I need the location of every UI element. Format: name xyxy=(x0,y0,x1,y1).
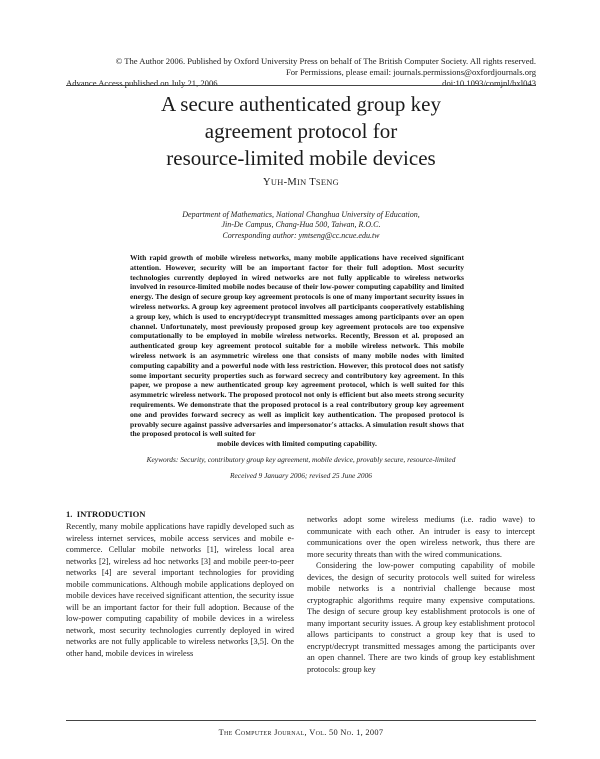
abstract xyxy=(130,253,464,449)
footer-rule xyxy=(66,720,536,721)
corresponding-author: Corresponding author: ymtseng@cc.ncue.edu.tw xyxy=(222,230,380,240)
page-footer: The Computer Journal, Vol. 50 No. 1, 2007 xyxy=(218,728,384,737)
left-column xyxy=(66,521,294,659)
permissions-line: For Permissions, please email: journals.permissions@oxfordjournals.org xyxy=(285,67,536,77)
doi-line: doi:10.1093/comjnl/bxl043 xyxy=(442,78,536,88)
title-line-3: resource-limited mobile devices xyxy=(166,146,436,170)
intro-paragraph-3: Considering the low-power computing capability of mobile devices, the design of security protocols well suited for wireless mobile networks is a nontrivial challenge because most cryptographic algorithms require many expensive computations. The design of secure group key establishment protocols is one of many important security issues. A group key establishment protocol allows participants to construct a group key that is used to encrypt/decrypt transmitted messages among the participants over an open channel. There are two kinds of group key establishment protocols: group key xyxy=(307,561,535,674)
affiliation-line-2: Jin-De Campus, Chang-Hua 500, Taiwan, R.O.C. xyxy=(221,220,381,230)
section-number: 1. xyxy=(66,509,73,519)
affiliation xyxy=(66,210,536,241)
intro-paragraph-1: Recently, many mobile applications have rapidly developed such as wireless internet services, mobile access services and mobile e-commerce. Cellular mobile networks [1], wireless local area networks [2], wireless ad hoc networks [3] and mobile peer-to-peer networks [4] are several important technologies for providing mobile communications. Although mobile applications deployed on mobile devices have received significant attention, the security issue will be an important factor for their full adoption. Because of the low-power computing capability of mobile devices in a wireless network, most security technologies currently deployed in wired networks are not fully applicable to wireless networks [3,5]. On the other hand, mobile devices in wireless xyxy=(66,522,294,658)
affiliation-line-1: Department of Mathematics, National Changhua University of Education, xyxy=(182,210,420,219)
section-heading xyxy=(66,509,146,519)
title-line-1: A secure authenticated group key xyxy=(161,92,441,116)
intro-paragraph-2: networks adopt some wireless mediums (i.e. radio wave) to communicate with each other. An intruder is easy to intercept communications over the open wireless network, thus there are more security threats than with the wired communications. xyxy=(307,515,535,559)
journal-volume: Vol. 50 No. 1, 2007 xyxy=(309,728,384,737)
author-name: YUH-MIN TSENG xyxy=(262,177,339,188)
advance-access-line: Advance Access published on July 21, 2006 xyxy=(66,78,218,88)
right-column xyxy=(307,514,535,675)
section-title: INTRODUCTION xyxy=(76,509,146,519)
abstract-text: With rapid growth of mobile wireless networks, many mobile applications have received significant attention. However, security will be an important factor for their full adoption. Most security technologies currently deployed in wired networks are not fully applicable to wireless networks involved in resource-limited mobile nodes because of their low-power computing capability and limited energy. The design of secure group key agreement protocols is one of many important security issues in wireless networks. A group key agreement protocol involves all participants cooperatively establishing a group key, which is used to encrypt/decrypt transmitted messages among participants over an open channel. Unfortunately, most previously proposed group key agreement protocols are too expensive computationally to be employed in mobile wireless networks. Recently, Bresson et al. proposed an authenticated group key agreement protocol suitable for a mobile wireless network. This mobile wireless network is an asymmetric wireless one that consists of many mobile nodes with limited computing capability and a powerful node with less restriction. However, this protocol does not satisfy some important security properties such as forward secrecy and contributory key agreement. In this paper, we propose a new authenticated group key agreement protocol, which is well suited for this asymmetric wireless network. The proposed protocol not only is efficient but also meets strong security requirements. We demonstrate that the proposed protocol is a real contributory group key agreement one and provides forward secrecy as well as implicit key authentication. The proposed protocol is provably secure against passive adversaries and impersonator's attacks. A simulation result shows that the proposed protocol is well suited for xyxy=(130,253,464,439)
received-dates: Received 9 January 2006; revised 25 June 2006 xyxy=(230,471,372,480)
keywords: Keywords: Security, contributory group key agreement, mobile device, provably secure, resource-limited xyxy=(146,455,456,464)
header-rule xyxy=(66,85,536,86)
copyright-line: © The Author 2006. Published by Oxford University Press on behalf of The British Computer Society. All rights reserved. xyxy=(115,56,536,66)
paper-title xyxy=(66,91,536,172)
title-line-2: agreement protocol for xyxy=(204,119,398,143)
journal-name: The Computer Journal xyxy=(218,728,305,737)
abstract-last-line: mobile devices with limited computing capability. xyxy=(217,439,377,449)
